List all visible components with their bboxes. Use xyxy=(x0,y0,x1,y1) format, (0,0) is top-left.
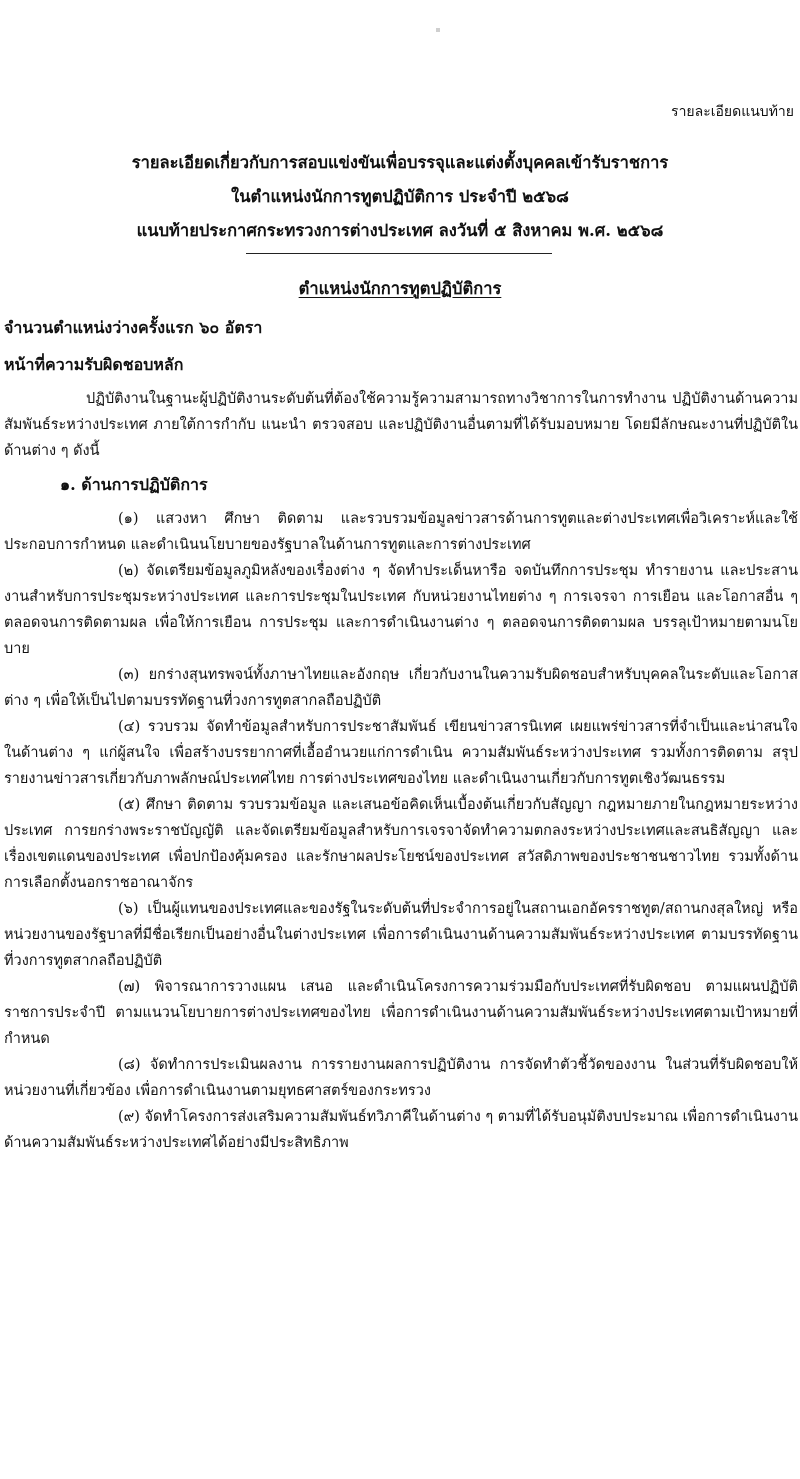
header-divider xyxy=(246,253,552,254)
duty-item-5: (๕) ศึกษา ติดตาม รวบรวมข้อมูล และเสนอข้อคิดเห็นเบื้องต้นเกี่ยวกับสัญญา กฎหมายภายในกฎหมายระหว่างประเทศ การยกร่างพระราชบัญญัติ และจัดเตรียมข้อมูลสำหรับการเจรจาจัดทำความตกลงระหว่างประเทศและสนธิสัญญา และเรื่องเขตแดนของประเทศ เพื่อปกป้องคุ้มครอง และรักษาผลประโยชน์ของประเทศ สวัสดิภาพของประชาชนชาวไทย รวมทั้งด้านการเลือกตั้งนอกราชอาณาจักร xyxy=(4,797,798,891)
position-title xyxy=(0,276,800,302)
duty-item-3: (๓) ยกร่างสุนทรพจน์ทั้งภาษาไทยและอังกฤษ เกี่ยวกับงานในความรับผิดชอบสำหรับบุคคลในระดับและโอกาสต่าง ๆ เพื่อให้เป็นไปตามบรรทัดฐานที่วงการทูตสากลถือปฏิบัติ xyxy=(4,667,798,709)
vacancy-count: จำนวนตำแหน่งว่างครั้งแรก ๖๐ อัตรา xyxy=(4,318,263,337)
section-heading-operations: ๑. ด้านการปฏิบัติการ xyxy=(60,475,208,494)
duties-heading: หน้าที่ความรับผิดชอบหลัก xyxy=(4,355,184,374)
duty-item-1: (๑) แสวงหา ศึกษา ติดตาม และรวบรวมข้อมูลข่าวสารด้านการทูตและต่างประเทศเพื่อวิเคราะห์และใช้ประกอบการกำหนด และดำเนินนโยบายของรัฐบาลในด้านการทูตและการต่างประเทศ xyxy=(4,511,798,553)
scan-speck xyxy=(436,28,440,32)
position-title-text: ตำแหน่งนักการทูตปฏิบัติการ xyxy=(298,279,502,298)
header-line-2: ในตำแหน่งนักการทูตปฏิบัติการ ประจำปี ๒๕๖๘ xyxy=(231,187,569,206)
intro-paragraph: ปฏิบัติงานในฐานะผู้ปฏิบัติงานระดับต้นที่ต้องใช้ความรู้ความสามารถทางวิชาการในการทำงาน ปฏิบัติงานด้านความสัมพันธ์ระหว่างประเทศ ภายใต้การกำกับ แนะนำ ตรวจสอบ และปฏิบัติงานอื่นตามที่ได้รับมอบหมาย โดยมีลักษณะงานที่ปฏิบัติในด้านต่าง ๆ ดังนี้ xyxy=(4,391,798,459)
duty-item-6: (๖) เป็นผู้แทนของประเทศและของรัฐในระดับต้นที่ประจำการอยู่ในสถานเอกอัครราชทูต/สถานกงสุลใหญ่ หรือหน่วยงานของรัฐบาลที่มีชื่อเรียกเป็นอย่างอื่นในต่างประเทศ เพื่อการดำเนินงานด้านความสัมพันธ์ระหว่างประเทศ ตามบรรทัดฐานที่วงการทูตสากลถือปฏิบัติ xyxy=(4,901,798,969)
duty-item-7: (๗) พิจารณาการวางแผน เสนอ และดำเนินโครงการความร่วมมือกับประเทศที่รับผิดชอบ ตามแผนปฏิบัติราชการประจำปี ตามแนวนโยบายการต่างประเทศของไทย เพื่อการดำเนินงานด้านความสัมพันธ์ระหว่างประเทศตามเป้าหมายที่กำหนด xyxy=(4,979,798,1047)
duties-body xyxy=(4,386,798,1156)
duty-item-4: (๔) รวบรวม จัดทำข้อมูลสำหรับการประชาสัมพันธ์ เขียนข่าวสารนิเทศ เผยแพร่ข่าวสารที่จำเป็นและน่าสนใจในด้านต่าง ๆ แก่ผู้สนใจ เพื่อสร้างบรรยากาศที่เอื้ออำนวยแก่การดำเนิน ความสัมพันธ์ระหว่างประเทศ รวมทั้งการติดตาม สรุปรายงานข่าวสารเกี่ยวกับภาพลักษณ์ประเทศไทย การต่างประเทศของไทย และดำเนินงานเกี่ยวกับการทูตเชิงวัฒนธรรม xyxy=(4,719,798,787)
header-line-3: แนบท้ายประกาศกระทรวงการต่างประเทศ ลงวันที่ ๕ สิงหาคม พ.ศ. ๒๕๖๘ xyxy=(136,221,664,240)
duty-item-9: (๙) จัดทำโครงการส่งเสริมความสัมพันธ์ทวิภาคีในด้านต่าง ๆ ตามที่ได้รับอนุมัติงบประมาณ เพื่อการดำเนินงานด้านความสัมพันธ์ระหว่างประเทศได้อย่างมีประสิทธิภาพ xyxy=(4,1109,798,1151)
duty-item-2: (๒) จัดเตรียมข้อมูลภูมิหลังของเรื่องต่าง ๆ จัดทำประเด็นหารือ จดบันทึกการประชุม ทำรายงาน และประสานงานสำหรับการประชุมระหว่างประเทศ และการประชุมในประเทศ กับหน่วยงานไทยต่าง ๆ การเจรจา การเยือน และโอกาสอื่น ๆ ตลอดจนการติดตามผล เพื่อให้การเยือน การประชุม และการดำเนินงานต่าง ๆ ตลอดจนการติดตามผล บรรลุเป้าหมายตามนโยบาย xyxy=(4,563,798,657)
duty-item-8: (๘) จัดทำการประเมินผลงาน การรายงานผลการปฏิบัติงาน การจัดทำตัวชี้วัดของงาน ในส่วนที่รับผิดชอบให้หน่วยงานที่เกี่ยวข้อง เพื่อการดำเนินงานตามยุทธศาสตร์ของกระทรวง xyxy=(4,1057,798,1099)
header-line-1: รายละเอียดเกี่ยวกับการสอบแข่งขันเพื่อบรรจุและแต่งตั้งบุคคลเข้ารับราชการ xyxy=(131,153,669,172)
document-header xyxy=(0,146,800,248)
attachment-note: รายละเอียดแนบท้าย xyxy=(671,104,794,120)
